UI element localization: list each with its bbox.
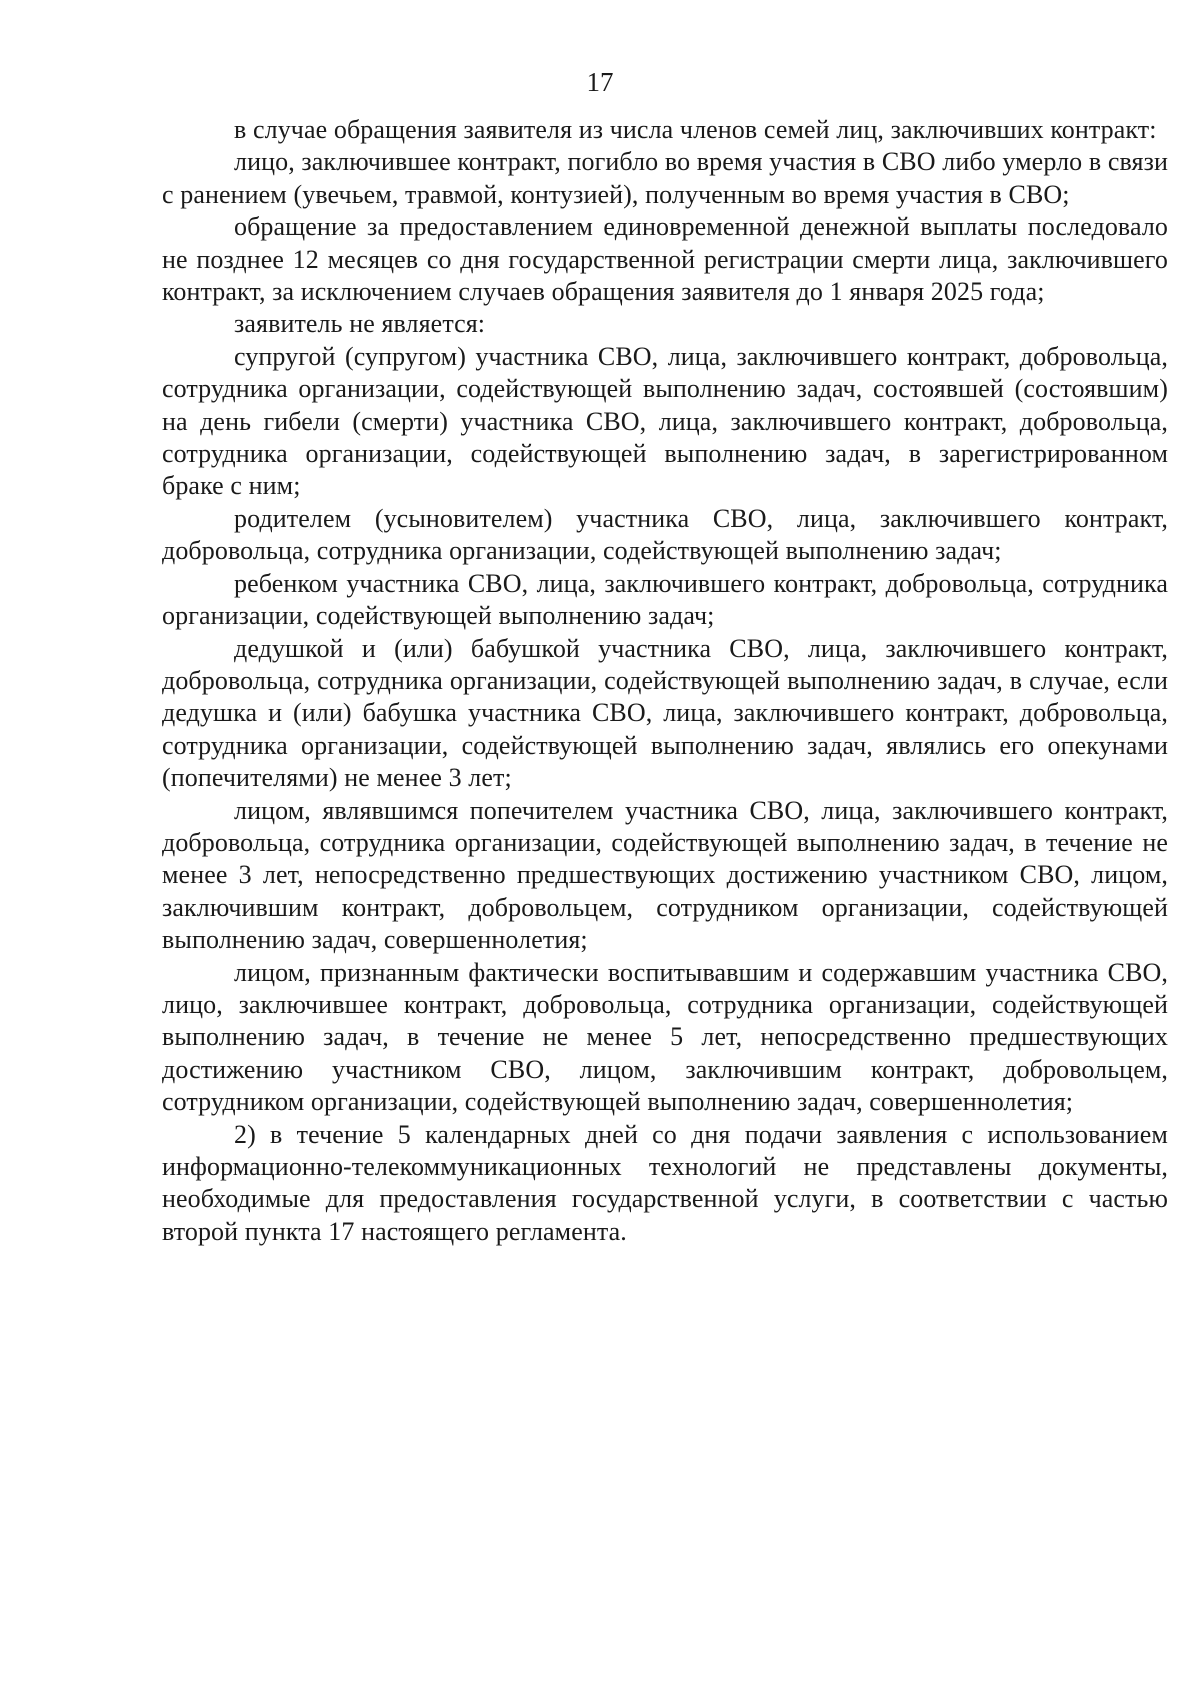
paragraph: лицо, заключившее контракт, погибло во время участия в СВО либо умерло в связи с ранением (увечьем, травмой, контузией), полученным во время участия в СВО; <box>162 147 1168 209</box>
paragraph: в случае обращения заявителя из числа членов семей лиц, заключивших контракт: <box>234 115 1157 144</box>
paragraph: 2) в течение 5 календарных дней со дня подачи заявления с использованием информационно-телекоммуникационных технологий не представлены документы, необходимые для предоставления государственной услуги, в соответствии с частью второй пункта 17 настоящего регламента. <box>162 1119 1168 1246</box>
paragraph: обращение за предоставлением единовременной денежной выплаты последовало не позднее 12 месяцев со дня государственной регистрации смерти лица, заключившего контракт, за исключением случаев обращения заявителя до 1 января 2025 года; <box>162 212 1168 307</box>
paragraph: лицом, являвшимся попечителем участника СВО, лица, заключившего контракт, добровольца, сотрудника организации, содействующей выполнению задач, в течение не менее 3 лет, непосредственно предшествующих достижению участником СВО, лицом, заключившим контракт, добровольцем, сотрудником организации, содействующей выполнению задач, совершеннолетия; <box>162 795 1168 955</box>
paragraph: заявитель не является: <box>234 309 486 339</box>
paragraph: супругой (супругом) участника СВО, лица, заключившего контракт, добровольца, сотрудника организации, содействующей выполнению задач, состоявшей (состоявшим) на день гибели (смерти) участника СВО, лица, заключившего контракт, добровольца, сотрудника организации, содействующей выполнению задач, в зарегистрированном браке с ним; <box>162 341 1168 501</box>
document-body <box>162 114 1168 1248</box>
paragraph: дедушкой и (или) бабушкой участника СВО, лица, заключившего контракт, добровольца, сотрудника организации, содействующей выполнению задач, в случае, если дедушка и (или) бабушка участника СВО, лица, заключившего контракт, добровольца, сотрудника организации, содействующей выполнению задач, являлись его опекунами (попечителями) не менее 3 лет; <box>162 633 1168 793</box>
paragraph: ребенком участника СВО, лица, заключившего контракт, добровольца, сотрудника организации, содействующей выполнению задач; <box>162 568 1168 631</box>
paragraph: лицом, признанным фактически воспитывавшим и содержавшим участника СВО, лицо, заключившее контракт, добровольца, сотрудника организации, содействующей выполнению задач, в течение не менее 5 лет, непосредственно предшествующих достижению участником СВО, лицом, заключившим контракт, добровольцем, сотрудником организации, содействующей выполнению задач, совершеннолетия; <box>162 957 1168 1117</box>
paragraph: родителем (усыновителем) участника СВО, лица, заключившего контракт, добровольца, сотрудника организации, содействующей выполнению задач; <box>162 503 1168 566</box>
page-number: 17 <box>586 67 614 97</box>
